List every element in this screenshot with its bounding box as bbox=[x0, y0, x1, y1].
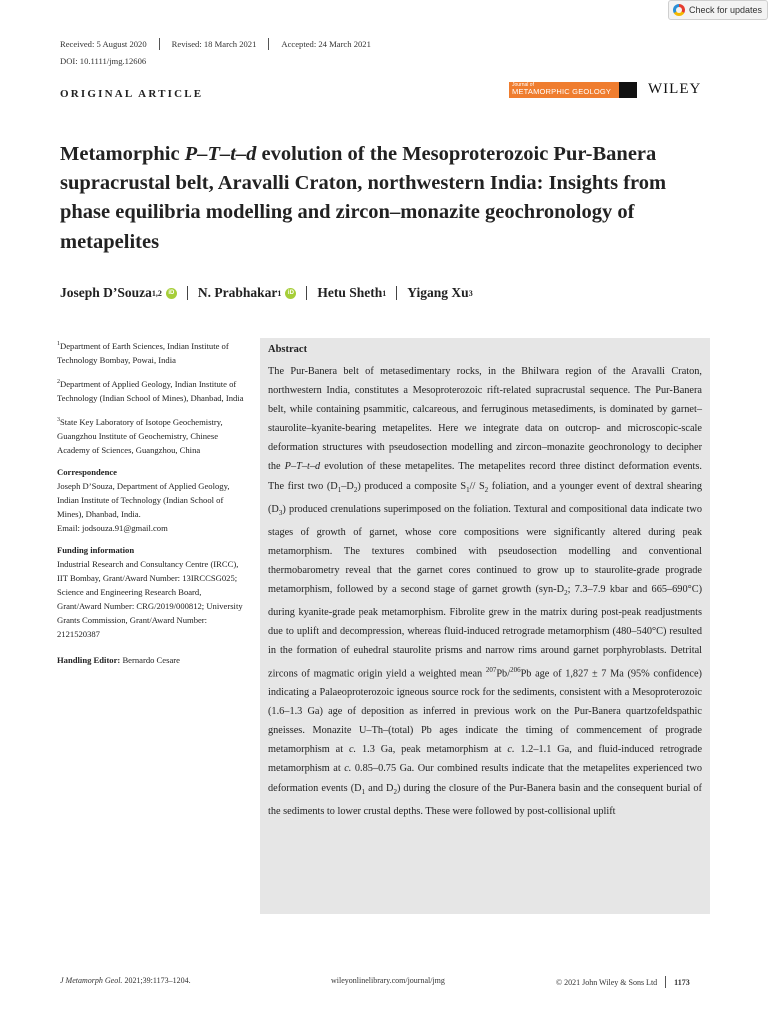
abstract-segment: S bbox=[478, 480, 485, 492]
received-date: Received: 5 August 2020 bbox=[60, 39, 147, 49]
abstract-segment: 0.85–0.75 Ga. Our combined results indicate that the metapelites experienced two deformation events (D bbox=[268, 763, 702, 794]
affiliation bbox=[57, 337, 247, 367]
journal-logo-line2: METAMORPHIC GEOLOGY bbox=[512, 87, 612, 96]
footer-journal: J Metamorph Geol. bbox=[60, 976, 123, 985]
doi[interactable]: DOI: 10.1111/jmg.12606 bbox=[60, 56, 147, 66]
check-for-updates-label: Check for updates bbox=[689, 5, 763, 15]
abstract-segment: The Pur-Banera belt of metasedimentary rocks, in the Bhilwara region of the Aravalli Craton, northwestern India, constitutes a Mesoproterozoic rift-related supracrustal sequence. The Pur-Banera belt, while containing psammitic, calcareous, and ferruginous metasediments, is dominated by garnet–staurolite–kyanite-bearing metapelites. Here we integrate data on outcrop- and microscopic-scale deformation structures with pseudosection modelling and zircon–monazite geochronology to decipher the bbox=[268, 366, 702, 473]
abstract-heading: Abstract bbox=[268, 344, 308, 355]
abstract-segment: ; 7.3–7.9 kbar and 665–690°C) during kyanite-grade peak metamorphism. Fibrolite grew in the matrix during post-peak readjustments due to uplift and decompression, whereas fluid-induced retrograde metamorphism (480–540°C) resulted in the formation of euhedral staurolite prisms and narrow rims around garnet porphyroblasts. Detrital zircons of magmatic origin yield a weighted mean bbox=[268, 584, 703, 679]
abstract-circa: c. bbox=[507, 744, 515, 756]
accepted-date: Accepted: 24 March 2021 bbox=[281, 39, 371, 49]
footer-citation-rest: 2021;39:1173–1204. bbox=[124, 976, 191, 985]
author-list bbox=[60, 285, 473, 301]
affiliation-number: 2 bbox=[57, 378, 60, 385]
journal-logo-line1: Journal of bbox=[512, 82, 534, 88]
footer-right bbox=[556, 976, 690, 988]
journal-logo-block bbox=[619, 82, 637, 98]
title-part: Metamorphic bbox=[60, 143, 185, 165]
subscript: 2 bbox=[564, 589, 568, 598]
publisher-logo[interactable]: WILEY bbox=[648, 81, 702, 97]
abstract-segment: Pb/ bbox=[496, 667, 511, 679]
orcid-icon[interactable]: iD bbox=[285, 288, 296, 299]
date-divider bbox=[159, 38, 160, 50]
abstract-text: The Pur-Banera belt of metasedimentary rocks, in the Bhilwara region of the Aravalli Craton, northwestern India, constitutes a Mesoproterozoic rift-related supracrustal sequence. The Pur-Banera belt, while containing psammitic, calcareous, and ferruginous metasediments, is dominated by garnet–staurolite–kyanite-bearing metapelites. Here we integrate data on outcrop- and microscopic-scale deformation structures with pseudosection modelling and zircon–monazite geochronology to decipher the P–T–t–d evolution of these metapelites. The metapelites record three distinct deformation events. The first two $(D_1-D_2)$ produced a composite $S_1//$ $S_2$ foliation, and a younger event of dextral shearing $(D_3)$ produced crenulations superimposed on the foliation. Textural and compositional data indicate two stages of growth of garnet, whose core compositions were significantly altered during peak metamorphism. The textures combined with pseudosection modelling and conventional thermobarometry reveal that the garnet cores continued to grow up to staurolite-grade prograde metamorphism, followed by a second stage of garnet growth ($syn-D_2$; 7.3–7.9 kbar and 665–690°C) during kyanite-grade peak metamorphism. Fibrolite grew in the matrix during post-peak readjustments due to uplift and decompression, whereas fluid-induced retrograde metamorphism (480–540°C) resulted in the formation of euhedral staurolite prisms and narrow rims around garnet porphyroblasts. Detrital zircons of magmatic origin yield a weighted mean $^{207}$Pb/$^{206}$Pb age of 1,827 ± 7 Ma (95% confidence) indicating a Palaeoproterozoic igneous source rock for the sediments, consistent with a Mesoproterozoic (1.6–1.3 Ga) age of deposition as inferred in previous work on the Pur-Banera quartzofeldspathic gneisses. Monazite U–Th–(total) Pb ages indicate the timing of commencement of prograde metamorphism at c. 1.3 Ga, peak metamorphism at c. 1.2–1.1 Ga, and fluid-induced retrograde metamorphism at c. 0.85–0.75 Ga. Our combined results indicate that the metapelites experienced two deformation events ($D_1$ and $D_2$) during the closure of the Pur-Banera basin and the consequent burial of the sediments to lower crustal depths. These were followed by post-collisional uplift bbox=[268, 366, 703, 817]
footer-copyright: © 2021 John Wiley & Sons Ltd bbox=[556, 977, 658, 987]
affiliation-text: Department of Applied Geology, Indian Institute of Technology (Indian School of Mines), Dhanbad, India bbox=[57, 378, 244, 403]
abstract-segment: // bbox=[469, 480, 476, 492]
article-sidebar bbox=[57, 337, 247, 675]
orcid-icon[interactable]: iD bbox=[166, 288, 177, 299]
abstract-ptt: P–T–t–d bbox=[284, 461, 321, 473]
correspondence-email[interactable]: Email: jodsouza.91@gmail.com bbox=[57, 522, 168, 533]
page-number: 1173 bbox=[674, 977, 690, 987]
author-name[interactable]: Yigang Xu bbox=[407, 285, 469, 300]
article-type: ORIGINAL ARTICLE bbox=[60, 88, 204, 100]
abstract-circa: c. bbox=[344, 763, 352, 775]
affiliation-number: 1 bbox=[57, 341, 60, 347]
article-title bbox=[60, 140, 710, 257]
subscript: 1 bbox=[466, 485, 470, 494]
handling-editor-label: Handling Editor: bbox=[57, 654, 121, 665]
article-dates bbox=[60, 38, 371, 50]
abstract-segment: – bbox=[341, 480, 347, 492]
journal-logo[interactable] bbox=[509, 82, 637, 98]
author-affiliation: 3 bbox=[468, 288, 473, 298]
correspondence-text: Joseph D’Souza, Department of Applied Geology, Indian Institute of Technology (Indian School of Mines), Dhanbad, India. bbox=[57, 480, 230, 519]
affiliation bbox=[57, 375, 247, 405]
abstract-segment: and D bbox=[368, 782, 394, 794]
date-divider bbox=[268, 38, 269, 50]
abstract-segment: ) produced crenulations superimposed on the foliation. Textural and compositional data indicate two stages of growth of garnet, whose core compositions were significantly altered during peak metamorphism. The textures combined with pseudosection modelling and conventional thermobarometry reveal that the garnet cores continued to grow up to staurolite-grade prograde metamorphism, followed by a second stage of garnet growth (syn-D bbox=[268, 503, 702, 596]
check-for-updates-button[interactable] bbox=[668, 0, 768, 20]
title-part: evolution of the Mesoproterozoic Pur-Banera supracrustal belt, Aravalli Craton, northwestern India: Insights from phase equilibria modelling and zircon–monazite geochronology of metapelites bbox=[60, 143, 667, 253]
author-name[interactable]: Hetu Sheth bbox=[317, 285, 383, 300]
subscript: 2 bbox=[353, 485, 358, 494]
author-divider bbox=[306, 286, 307, 300]
abstract-segment: Pb age of 1,827 ± 7 Ma (95% confidence) indicating a Palaeoproterozoic igneous source rock for the sediments, consistent with a Mesoproterozoic (1.6–1.3 Ga) age of deposition as inferred in previous work on the Pur-Banera quartzofeldspathic gneisses. Monazite U–Th–(total) Pb ages indicate the timing of commencement of prograde metamorphism at bbox=[268, 667, 702, 756]
affiliation bbox=[57, 413, 247, 457]
subscript: 3 bbox=[278, 508, 283, 517]
title-ptt: P–T–t–d bbox=[184, 143, 257, 165]
author-divider bbox=[396, 286, 397, 300]
correspondence bbox=[57, 479, 247, 535]
author-divider bbox=[187, 286, 188, 300]
subscript: 2 bbox=[393, 787, 397, 796]
affiliation-number: 3 bbox=[57, 416, 60, 423]
abstract-segment: foliation, and a younger event of dextral shearing (D bbox=[268, 480, 702, 515]
abstract-segment: 1.3 Ga, peak metamorphism at bbox=[361, 744, 502, 756]
author-name[interactable]: Joseph D’Souza bbox=[60, 285, 152, 300]
abstract-segment: ) produced a composite S bbox=[357, 480, 467, 492]
funding-heading: Funding information bbox=[57, 544, 135, 555]
superscript: 206 bbox=[510, 665, 521, 674]
abstract-circa: c. bbox=[348, 744, 357, 756]
abstract-segment: 1.2–1.1 Ga, and fluid-induced retrograde metamorphism at bbox=[268, 744, 703, 775]
subscript: 1 bbox=[361, 787, 366, 796]
footer-divider bbox=[665, 976, 666, 988]
handling-editor bbox=[57, 653, 247, 667]
revised-date: Revised: 18 March 2021 bbox=[171, 39, 257, 49]
correspondence-heading: Correspondence bbox=[57, 466, 117, 477]
abstract-segment: ) during the closure of the Pur-Banera basin and the consequent burial of the sediments to lower crustal depths. These were followed by post-collisional uplift bbox=[268, 782, 702, 817]
author-name[interactable]: N. Prabhakar bbox=[197, 285, 278, 300]
footer-citation bbox=[60, 976, 191, 985]
author-affiliation: 1 bbox=[277, 288, 282, 298]
superscript: 207 bbox=[485, 665, 497, 674]
affiliation-text: State Key Laboratory of Isotope Geochemistry, Guangzhou Institute of Geochemistry, Chinese Academy of Sciences, Guangzhou, China bbox=[57, 416, 223, 455]
subscript: 1 bbox=[337, 485, 342, 494]
handling-editor-name: Bernardo Cesare bbox=[122, 654, 180, 665]
abstract-segment: evolution of these metapelites. The metapelites record three distinct deformation events. The first two (D bbox=[268, 461, 702, 492]
subscript: 2 bbox=[484, 485, 489, 494]
affiliation-text: Department of Earth Sciences, Indian Institute of Technology Bombay, Powai, India bbox=[57, 340, 229, 365]
author-affiliation: 1 bbox=[382, 288, 387, 298]
footer-url[interactable]: wileyonlinelibrary.com/journal/jmg bbox=[331, 976, 445, 985]
funding-text: Industrial Research and Consultancy Centre (IRCC), IIT Bombay, Grant/Award Number: 13IRCCSG025; Science and Engineering Research Board, Grant/Award Number: CRG/2019/000812; University Grants Commission, Grant/Award Number: 2121520387 bbox=[57, 558, 243, 639]
crossmark-icon bbox=[673, 4, 685, 16]
author-affiliation: 1,2 bbox=[151, 288, 162, 298]
journal-logo-box bbox=[509, 82, 619, 98]
